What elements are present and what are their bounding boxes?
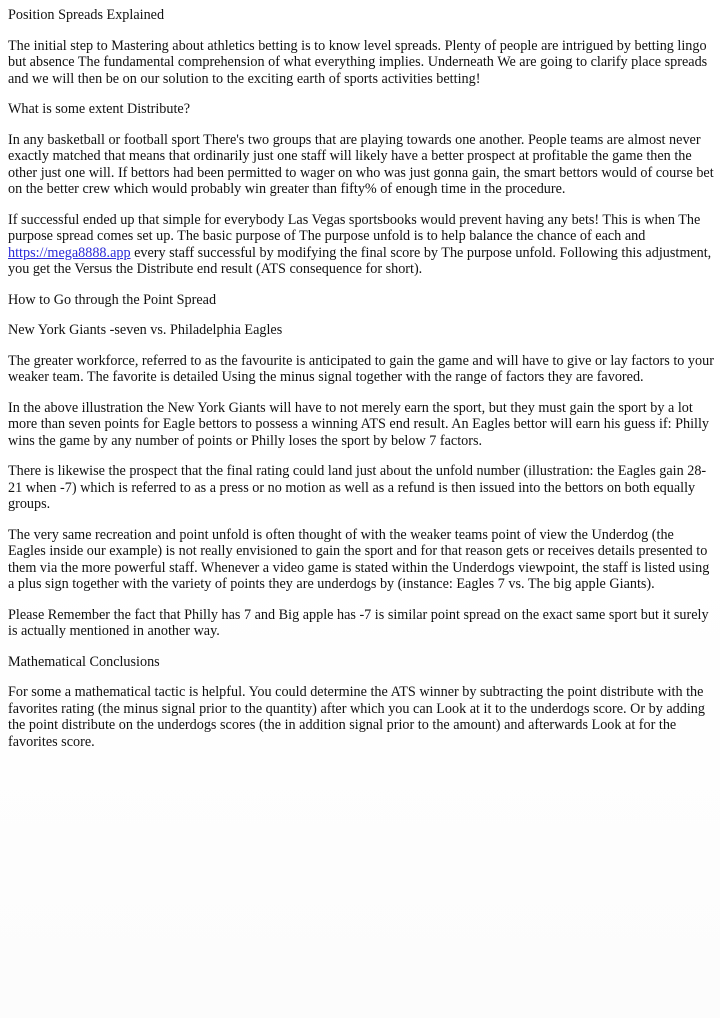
intro-paragraph: The initial step to Mastering about athletics betting is to know level spreads. Plenty of people are intrigued by betting lingo but absence The fundamental comprehension of what everything implies. Underneath We are going to clarify place spreads and we will then be on our solution to the exciting earth of sports activities betting! [8, 37, 708, 87]
section-heading-math: Mathematical Conclusions [8, 653, 160, 670]
groups-paragraph: In any basketball or football sport There's two groups that are playing towards one another. People teams are almost never exactly matched that means that ordinarily just one staff will likely have a better prospect at profitable the game then the other just one will. If bettors had been permitted to wager on who was just gonna gain, the smart bettors would of course bet on the better crew which would probably win greater than fifty% of enough time in the procedure. [8, 131, 714, 197]
document-body [8, 7, 715, 764]
illustration-paragraph: In the above illustration the New York Giants will have to not merely earn the sport, but they must gain the sport by a lot more than seven points for Eagle bettors to possess a winning ATS end result. An Eagles bettor will earn his guess if: Philly wins the game by any number of points or Philly loses the sport by below 7 factors. [8, 399, 709, 449]
example-matchup-line: New York Giants -seven vs. Philadelphia Eagles [8, 322, 283, 338]
purpose-spread-text-after: every staff successful by modifying the final score by The purpose unfold. Following this adjustment, you get the Versus the Distribute end result (ATS consequence for short). [8, 244, 712, 277]
remember-paragraph: Please Remember the fact that Philly has 7 and Big apple has -7 is similar point spread on the exact same sport but it surely is actually mentioned in another way. [8, 606, 709, 639]
section-heading-how-to-read: How to Go through the Point Spread [8, 291, 217, 308]
math-paragraph: For some a mathematical tactic is helpful. You could determine the ATS winner by subtracting the point distribute with the favorites rating (the minus signal prior to the quantity) after which you can Look at it to the underdogs score. Or by adding the point distribute on the underdogs scores (the in addition signal prior to the amount) and afterwards Look at for the favorites score. [8, 684, 705, 750]
purpose-spread-paragraph [8, 212, 715, 278]
purpose-spread-text-before: If successful ended up that simple for everybody Las Vegas sportsbooks would prevent having any bets! This is when The purpose spread comes set up. The basic purpose of The purpose unfold is to help balance the chance of each and [8, 211, 701, 244]
mega8888-link[interactable]: https://mega8888.app [8, 244, 131, 261]
underdog-paragraph: The very same recreation and point unfold is often thought of with the weaker teams point of view the Underdog (the Eagles inside our example) is not really envisioned to gain the sport and for that reason gets or receives details presented to them via the more powerful staff. Whenever a video game is stated within the Underdogs viewpoint, the staff is listed using a plus sign together with the variety of points they are underdogs by (instance: Eagles 7 vs. The big apple Giants). [8, 526, 710, 592]
favourite-paragraph: The greater workforce, referred to as the favourite is anticipated to gain the game and will have to give or lay factors to your weaker team. The favorite is detailed Using the minus signal together with the range of factors they are favored. [8, 352, 714, 385]
section-heading-what-is-spread: What is some extent Distribute? [8, 101, 191, 117]
page-title: Position Spreads Explained [8, 7, 165, 23]
push-paragraph: There is likewise the prospect that the final rating could land just about the unfold number (illustration: the Eagles gain 28-21 when -7) which is referred to as a press or no motion as well as a refund is then issued into the bettors on both equally groups. [8, 463, 707, 512]
